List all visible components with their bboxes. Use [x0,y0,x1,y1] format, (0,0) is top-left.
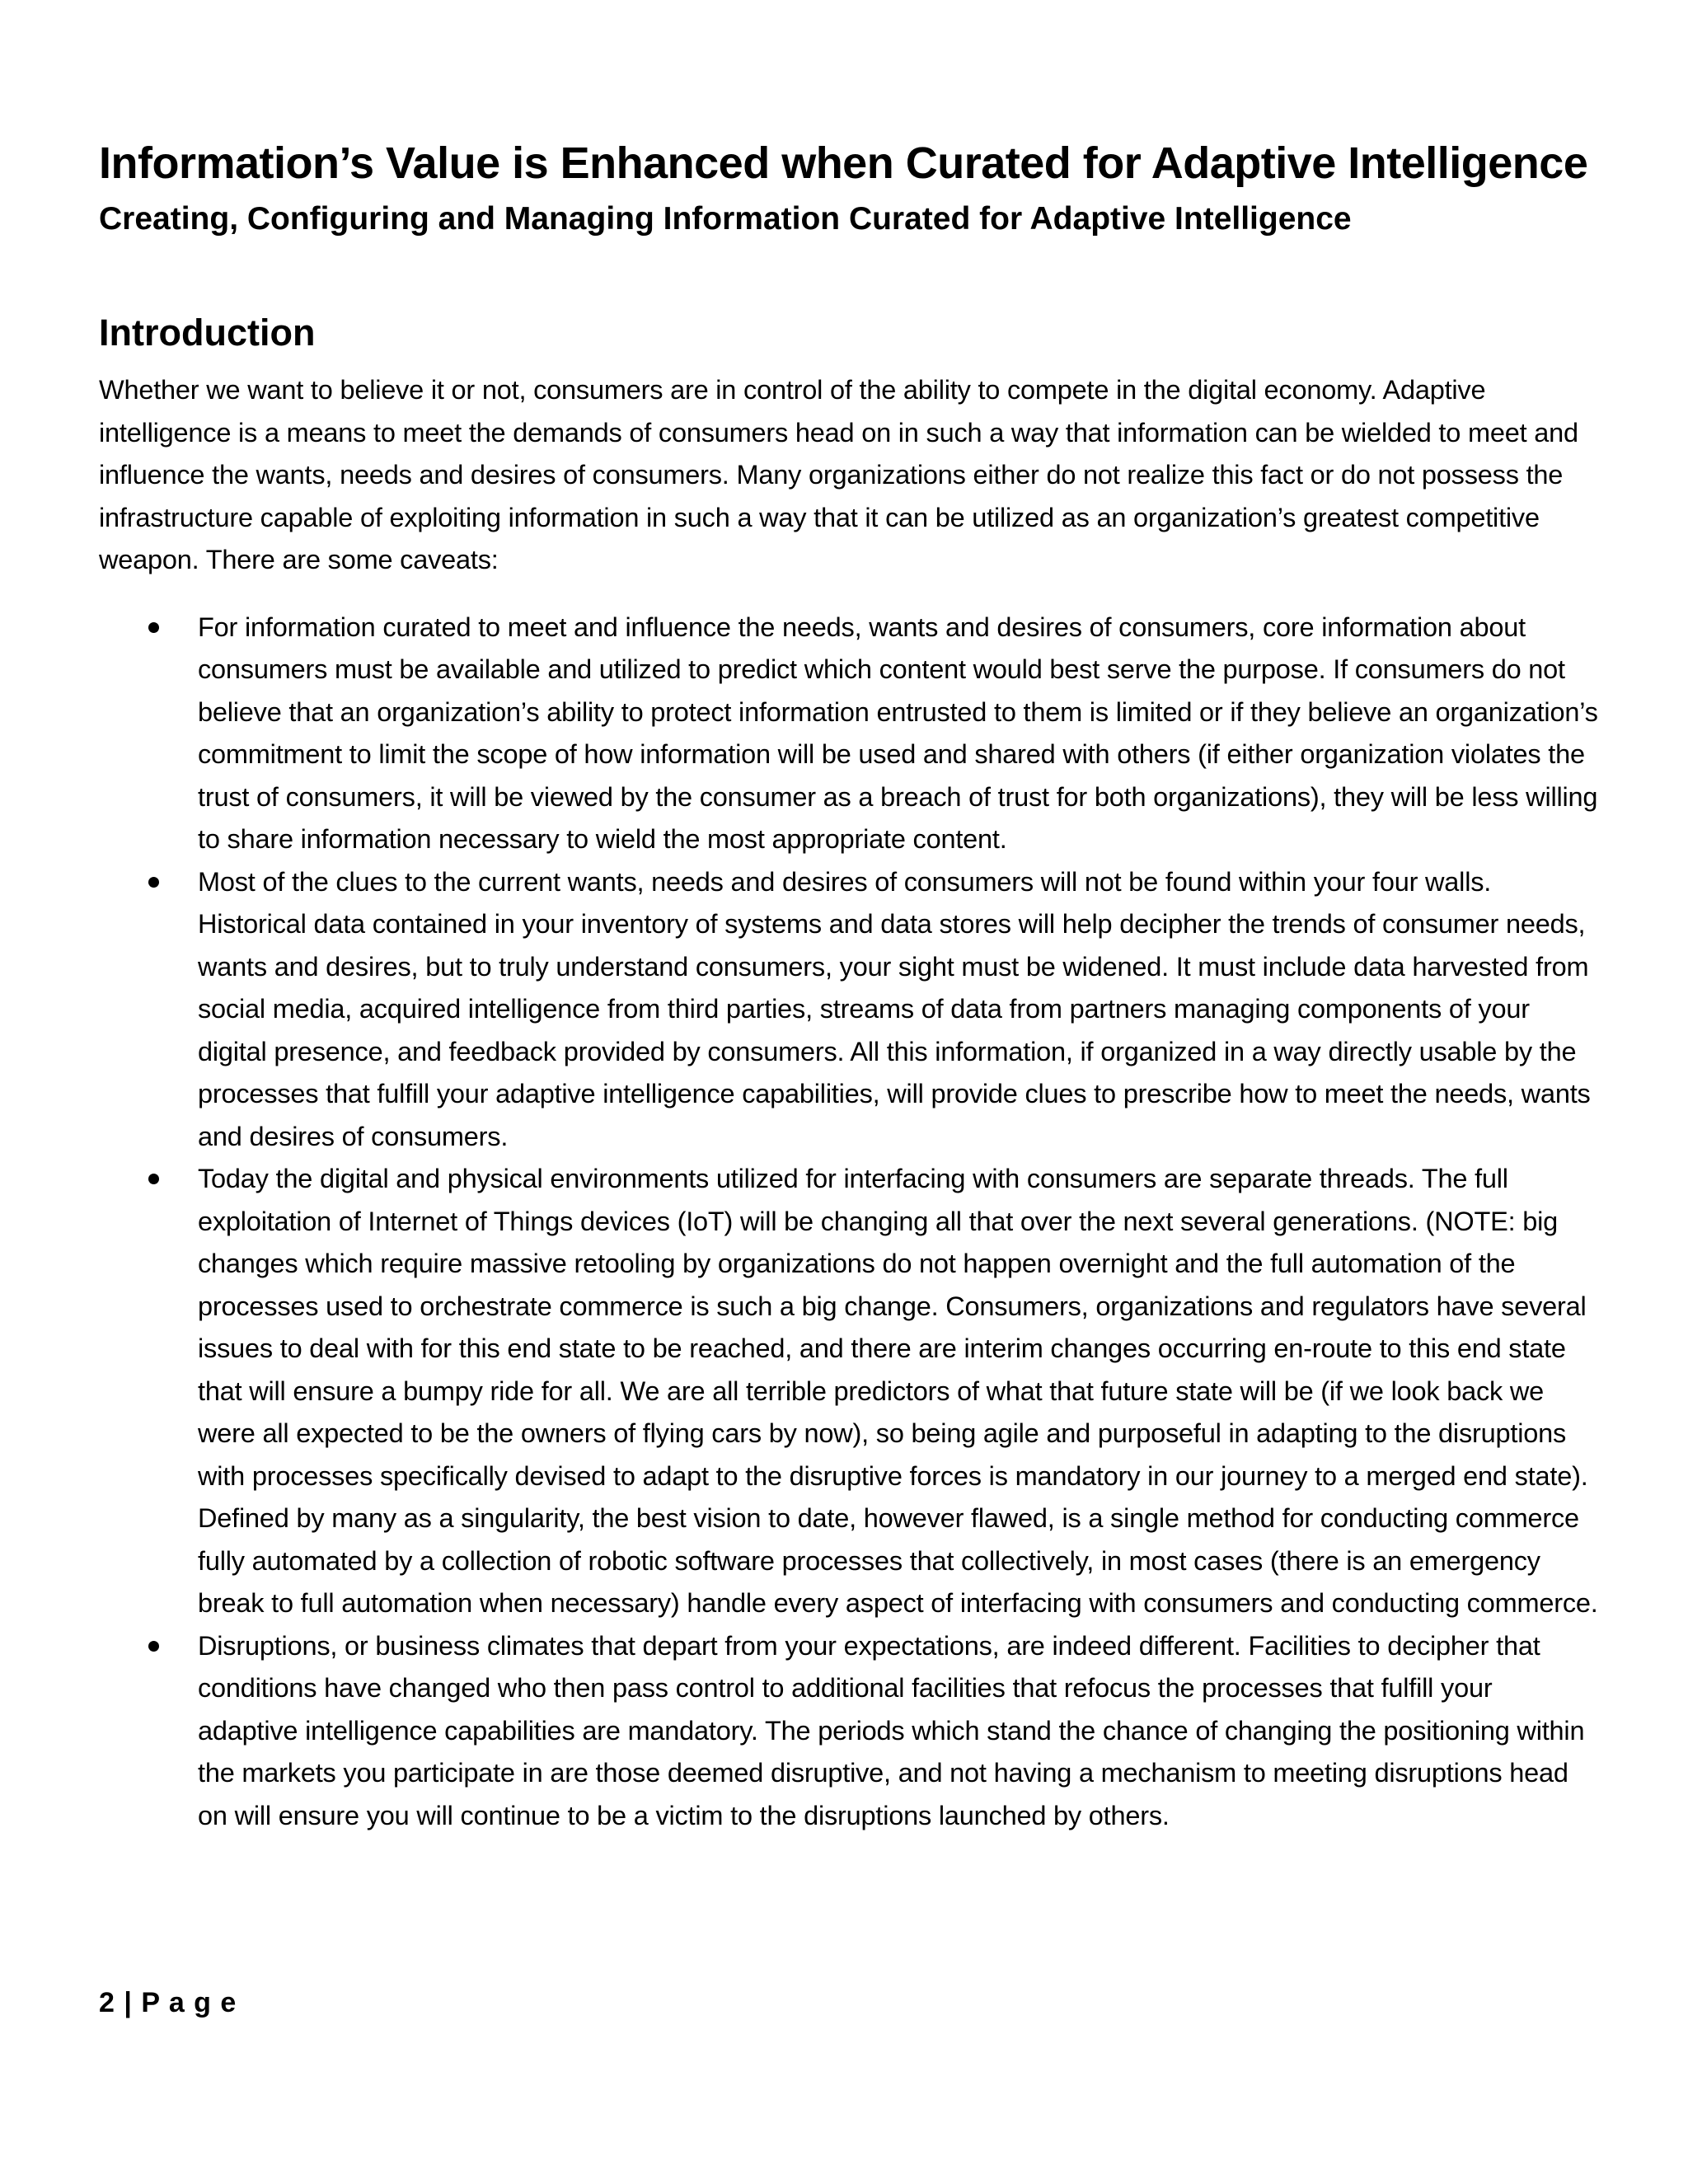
bullet-icon [148,1641,159,1652]
intro-paragraph: Whether we want to believe it or not, consumers are in control of the ability to compete in the digital economy. Adaptive intelligence is a means to meet the demands of consumers head on in such a way that information can be wielded to meet and influence the wants, needs and desires of consumers. Many organizations either do not realize this fact or do not possess the infrastructure capable of exploiting information in such a way that it can be utilized as an organization’s greatest competitive weapon. There are some caveats: [99,375,1578,574]
list-item [99,1625,1599,1838]
list-item-text: Disruptions, or business climates that depart from your expectations, are indeed different. Facilities to decipher that conditions have changed who then pass control to additional facilities that refocus the processes that fulfill your adaptive intelligence capabilities are mandatory. The periods which stand the chance of changing the positioning within the markets you participate in are those deemed disruptive, and not having a mechanism to meeting disruptions head on will ensure you will continue to be a victim to the disruptions launched by others. [198,1630,1585,1830]
bullet-icon [148,622,159,633]
document-page [99,132,1599,1837]
list-item-text: For information curated to meet and influence the needs, wants and desires of consumers, core information about consumers must be available and utilized to predict which content would best serve the purpose. If consumers do not believe that an organization’s ability to protect information entrusted to them is limited or if they believe an organization’s commitment to limit the scope of how information will be used and shared with others (if either organization violates the trust of consumers, it will be viewed by the consumer as a breach of trust for both organizations), they will be less willing to share information necessary to wield the most appropriate content. [198,612,1598,854]
list-item [99,607,1599,861]
list-item [99,1158,1599,1625]
document-subtitle: Creating, Configuring and Managing Information Curated for Adaptive Intelligence [99,201,1352,237]
section-heading-introduction: Introduction [99,312,316,354]
list-item [99,861,1599,1159]
bullet-icon [148,1174,159,1184]
list-item-text: Today the digital and physical environments utilized for interfacing with consumers are separate threads. The full exploitation of Internet of Things devices (IoT) will be changing all that over the next several generations. (NOTE: big changes which require massive retooling by organizations do not happen overnight and the full automation of the processes used to orchestrate commerce is such a big change. Consumers, organizations and regulators have several issues to deal with for this end state to be reached, and there are interim changes occurring en-route to this end state that will ensure a bumpy ride for all. We are all terrible predictors of what that future state will be (if we look back we were all expected to be the owners of flying cars by now), so being agile and purposeful in adapting to the disruptions with processes specifically devised to adapt to the disruptive forces is mandatory in our journey to a merged end state). Defined by many as a singularity, the best vision to date, however flawed, is a single method for conducting commerce fully automated by a collection of robotic software processes that collectively, in most cases (there is an emergency break to full automation when necessary) handle every aspect of interfacing with consumers and conducting commerce. [198,1164,1598,1618]
caveats-list [99,607,1599,1838]
bullet-icon [148,877,159,888]
page-number-footer: 2 | P a g e [99,1987,237,2018]
list-item-text: Most of the clues to the current wants, needs and desires of consumers will not be found within your four walls. Historical data contained in your inventory of systems and data stores will help decipher the trends of consumer needs, wants and desires, but to truly understand consumers, your sight must be widened. It must include data harvested from social media, acquired intelligence from third parties, streams of data from partners managing components of your digital presence, and feedback provided by consumers. All this information, if organized in a way directly usable by the processes that fulfill your adaptive intelligence capabilities, will provide clues to prescribe how to meet the needs, wants and desires of consumers. [198,866,1591,1151]
document-title: Information’s Value is Enhanced when Curated for Adaptive Intelligence [99,138,1588,188]
